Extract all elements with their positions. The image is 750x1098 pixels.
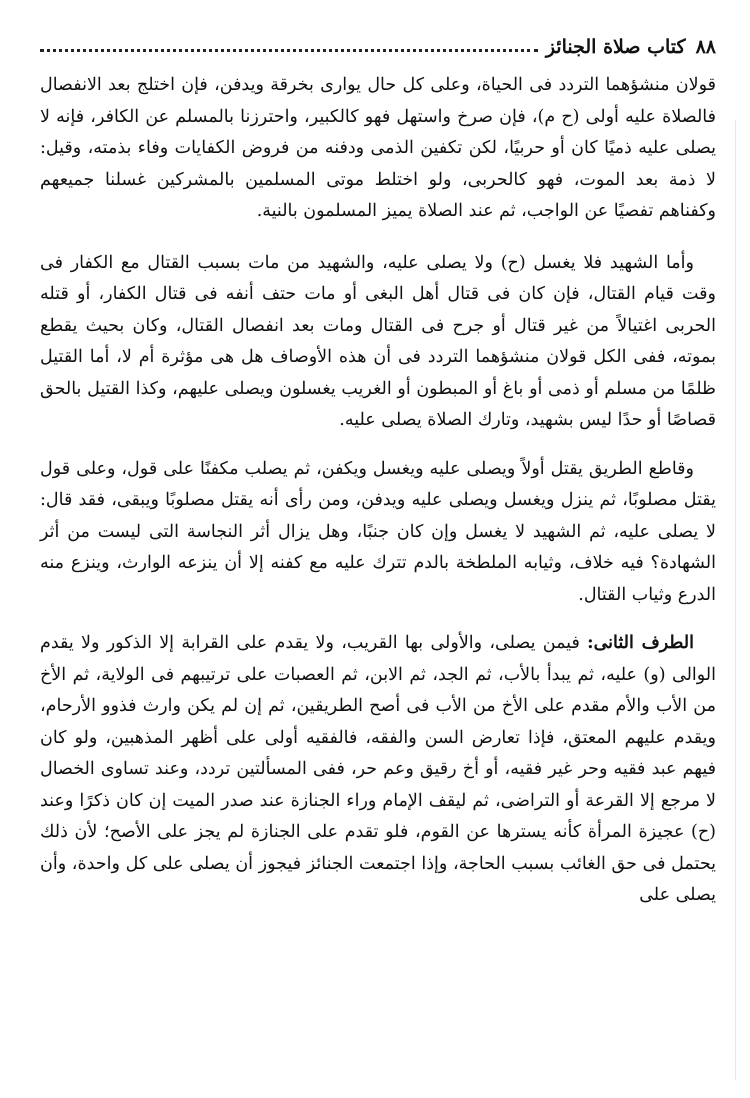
page-body — [40, 70, 716, 912]
scan-margin-line — [735, 120, 736, 1080]
page-header — [40, 32, 716, 62]
paragraph-3: وقاطع الطريق يقتل أولاً ويصلى عليه ويغسل ويكفن، ثم يصلب مكفنًا على قول، وعلى قول يقتل مصلوبًا، ثم ينزل ويغسل ويصلى عليه ويدفن، ومن رأى أنه يقتل مصلوبًا ويبقى، فقد قال: لا يصلى عليه، ثم الشهيد لا يغسل وإن كان جنبًا، وهل يزال أثر النجاسة التى ليست من أثر الشهادة؟ فيه خلاف، وثيابه الملطخة بالدم تترك عليه مع كفنه إلا أن ينزعه الوارث، وينزع منه الدرع وثياب القتال. — [40, 458, 716, 605]
section-heading: الطرف الثانى: — [587, 633, 694, 653]
dotted-leader — [40, 49, 538, 52]
page-number: ٨٨ — [695, 36, 716, 58]
paragraph-2: وأما الشهيد فلا يغسل (ح) ولا يصلى عليه، والشهيد من مات بسبب القتال مع الكفار فى وقت قيام القتال، فإن كان فى قتال أهل البغى أو مات حتف أنفه فى قتال الكفار، أو قتله الحربى اغتيالاً من غير قتال أو جرح فى القتال ومات بعد انفصال القتال، وكان بحيث يقطع بموته، ففى الكل قولان منشؤهما التردد فى أن هذه الأوصاف هل هى مؤثرة أم لا، أما القتيل ظلمًا من مسلم أو ذمى أو باغ أو المبطون أو الغريب يغسلون ويصلى عليهم، وكذا القتيل بالحق قصاصًا أو حدًا ليس بشهيد، وتارك الصلاة يصلى عليه. — [40, 252, 716, 430]
running-title: كتاب صلاة الجنائز — [545, 36, 686, 58]
paragraph-4-text: فيمن يصلى، والأولى بها القريب، ولا يقدم على القرابة إلا الذكور ولا يقدم الوالى (و) عليه، ثم يبدأ بالأب، ثم الجد، ثم الابن، ثم العصبات على ترتيبهم فى الولاية، ثم الأخ من الأب والأم مقدم على الأخ من الأب فى أصح الطريقين، ثم إن لم يكن وارث فذوو الأرحام، ويقدم عليهم المعتق، فإذا تعارض السن والفقه، فالفقيه أولى على أظهر المذهبين، ولو كان فيهم عبد فقيه وحر غير فقيه، أو أخ رقيق وعم حر، ففى المسألتين تردد، وعند تساوى الخصال لا مرجع إلا القرعة أو التراضى، ثم ليقف الإمام وراء الجنازة عند صدر الميت إن كان ذكرًا وعند (ح) عجيزة المرأة كأنه يسترها عن القوم، فلو تقدم على الجنازة لم يجز على الأصح؛ لأن ذلك يحتمل فى حق الغائب بسبب الحاجة، وإذا اجتمعت الجنائز فيجوز أن يصلى على كل واحدة، وأن يصلى على — [40, 633, 717, 905]
paragraph-1: قولان منشؤهما التردد فى الحياة، وعلى كل حال يوارى بخرقة ويدفن، فإن اختلج بعد الانفصال فالصلاة عليه أولى (ح م)، فإن صرخ واستهل فهو كالكبير، واحترزنا بالمسلم عن الكافر، فإنه لا يصلى عليه ذميًا كان أو حربيًا، لكن تكفين الذمى ودفنه من فروض الكفايات وفاء بذمته، وقيل: لا ذمة بعد الموت، فهو كالحربى، ولو اختلط موتى المسلمين بالمشركين غسلنا جميعهم وكفناهم تفصيًا عن الواجب، ثم عند الصلاة يميز المسلمون بالنية. — [40, 75, 716, 221]
paragraph-4 — [40, 628, 716, 912]
